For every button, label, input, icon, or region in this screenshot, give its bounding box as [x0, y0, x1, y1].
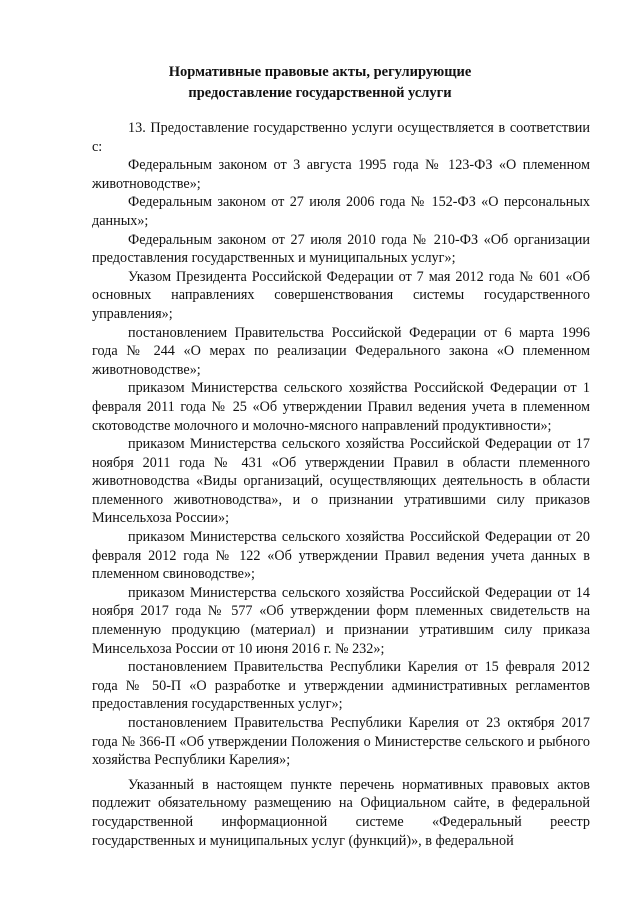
paragraph-ministry-order-122: приказом Министерства сельского хозяйства Российской Федерации от 20 февраля 2012 года № 122 «Об утверждении Правил ведения учета данных в племенном свиноводстве»; — [92, 529, 590, 583]
paragraph-karelia-resolution-50p: постановлением Правительства Республики Карелия от 15 февраля 2012 года № 50-П «О разработке и утверждении административных регламентов предоставления государственных услуг»; — [92, 659, 590, 713]
paragraph-ministry-order-577: приказом Министерства сельского хозяйства Российской Федерации от 14 ноября 2017 года № 577 «Об утверждении форм племенных свидетельств на племенную продукцию (материал) и признании утратившим силу приказа Минсельхоза России от 10 июня 2016 г. № 232»; — [92, 584, 590, 657]
paragraph-government-resolution-244: постановлением Правительства Российской Федерации от 6 марта 1996 года № 244 «О мерах по реализации Федерального закона «О племенном животноводстве»; — [92, 324, 590, 378]
paragraph-ministry-order-25: приказом Министерства сельского хозяйства Российской Федерации от 1 февраля 2011 года № 25 «Об утверждении Правил ведения учета в племенном скотоводстве молочного и молочно-мясного направлений продуктивности»; — [92, 380, 590, 434]
paragraph-item-13-intro: 13. Предоставление государственно услуги осуществляется в соответствии с: — [92, 120, 590, 155]
paragraph-ministry-order-431: приказом Министерства сельского хозяйства Российской Федерации от 17 ноября 2011 года № 431 «Об утверждении Правил в области племенного животноводства «Виды организаций, осуществляющих деятельность в области племенного животноводства», и о признании утратившими силу приказов Минсельхоза России»; — [92, 436, 590, 527]
section-title — [90, 62, 550, 104]
paragraph-publication-requirement: Указанный в настоящем пункте перечень нормативных правовых актов подлежит обязательному размещению на Официальном сайте, в федеральной государственной информационной системе «Федеральный реестр государственных и муниципальных услуг (функций)», в федеральной — [92, 776, 590, 849]
paragraph-federal-law-152fz: Федеральным законом от 27 июля 2006 года № 152-ФЗ «О персональных данных»; — [92, 194, 590, 229]
paragraph-federal-law-210fz: Федеральным законом от 27 июля 2010 года № 210-ФЗ «Об организации предоставления государственных и муниципальных услуг»; — [92, 231, 590, 267]
paragraph-federal-law-123fz: Федеральным законом от 3 августа 1995 года № 123-ФЗ «О племенном животноводстве»; — [92, 157, 590, 192]
paragraph-karelia-resolution-366p: постановлением Правительства Республики Карелия от 23 октября 2017 года № 366-П «Об утверждении Положения о Министерстве сельского и рыбного хозяйства Республики Карелия»; — [92, 715, 590, 769]
paragraph-presidential-decree-601: Указом Президента Российской Федерации от 7 мая 2012 года № 601 «Об основных направлениях совершенствования системы государственного управления»; — [92, 268, 590, 322]
section-title-line-2: предоставление государственной услуги — [188, 85, 452, 101]
document-body — [92, 119, 590, 850]
section-title-line-1: Нормативные правовые акты, регулирующие — [168, 64, 472, 80]
